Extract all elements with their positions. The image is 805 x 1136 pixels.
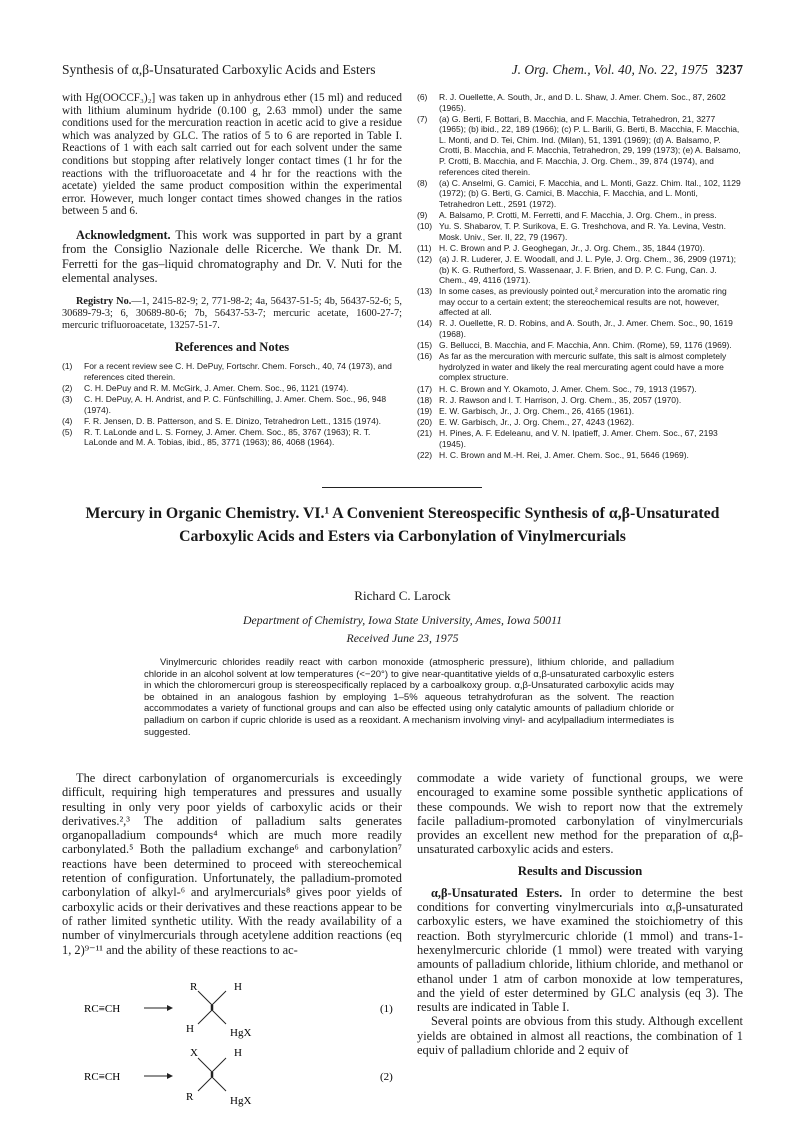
- reference-text: R. T. LaLonde and L. S. Forney, J. Amer. Chem. Soc., 85, 3767 (1963); R. T. LaLonde and M. A. Tobias, ibid., 85, 3771 (1963); 86, 4068 (1964).: [84, 426, 371, 448]
- reference-item: [417, 406, 743, 417]
- abstract: Vinylmercuric chlorides readily react with carbon monoxide (atmospheric pressure), lithium chloride, and palladium chloride in an alcohol solvent at low temperatures (<−20°) to give near-quantitative yields of α,β-unsaturated carboxylic esters in which the chloromercuri group is stereospecifically replaced by a carboalkoxy group. α,β-Unsaturated carboxylic acids may be obtained in an analogous fashion by employing 1–5% aqueous tetrahydrofuran as the solvent. The reaction accommodates a variety of functional groups and can also be effected using only catalytic amounts of palladium chloride or palladium on carbon if cupric chloride is used as a reoxidant. A mechanism involving vinyl- and acylpalladium intermediates is suggested.: [144, 657, 674, 738]
- registry-label: Registry No.: [76, 295, 132, 307]
- reference-number: (16): [417, 351, 433, 362]
- left-column-top: [62, 92, 402, 448]
- experimental-continuation: with Hg(OOCCF₃)₂] was taken up in anhydrous ether (15 ml) and reduced with lithium aluminum hydride (0.100 g, 2.63 mmol) under the same conditions used for the mercuration reaction in acetic acid to give a residue which was analyzed by GLC. The ratios of 5 to 6 are reported in Table I. Reactions of 1 with each salt carried out for each solvent under the same conditions but stopping after relatively longer contact times (1 hr for the reactions with the trifluoroacetate and 4 hr for the reactions with the acetate) yielded the same product composition within the experimental error. However, much longer contact times showed changes in the ratios between 5 and 6.: [62, 92, 402, 218]
- reference-number: (20): [417, 416, 433, 427]
- reference-number: (9): [417, 210, 428, 221]
- reference-number: (22): [417, 449, 433, 460]
- acknowledgment: [62, 228, 402, 286]
- reference-item: [417, 210, 743, 221]
- reference-number: (6): [417, 92, 428, 102]
- acknowledgment-text: This work was supported in part by a grant from the Consiglio Nazionale delle Ricerche. We thank Dr. M. Ferretti for the gas–liquid chromatography and Dr. V. Nuti for the elemental analyses.: [62, 227, 402, 286]
- references-list-left: [62, 361, 402, 448]
- equation-1: [84, 981, 393, 1039]
- reference-text: As far as the mercuration with mercuric sulfate, this salt is almost completely hydrolyzed in water and likely the real mercurating agent could have a more complex structure.: [439, 351, 727, 383]
- reference-item: [62, 416, 402, 427]
- eq1-sub-a: R: [190, 981, 198, 993]
- eq2-sub-a: X: [190, 1047, 198, 1059]
- reference-number: (19): [417, 405, 433, 416]
- reference-item: [417, 178, 743, 210]
- reference-number: (11): [417, 242, 432, 253]
- reference-text: H. C. Brown and M.-H. Rei, J. Amer. Chem. Soc., 91, 5646 (1969).: [439, 449, 689, 460]
- eq1-bond-c: [198, 1010, 212, 1024]
- reference-number: (4): [62, 415, 73, 426]
- reference-number: (14): [417, 318, 433, 329]
- reference-text: In some cases, as previously pointed out,² mercuration into the aromatic ring may occur to a certain extent; the stereochemical results are not, however, affected at all.: [439, 286, 727, 318]
- section-divider: [322, 487, 482, 488]
- reference-number: (2): [62, 382, 73, 393]
- running-header: [62, 62, 743, 82]
- reference-text: C. H. DePuy and R. M. McGirk, J. Amer. Chem. Soc., 96, 1121 (1974).: [84, 382, 349, 393]
- received-date: Received June 23, 1975: [346, 631, 459, 645]
- reference-item: [417, 92, 743, 113]
- reference-number: (21): [417, 427, 433, 438]
- reference-text: A. Balsamo, P. Crotti, M. Ferretti, and F. Macchia, J. Org. Chem., in press.: [439, 210, 717, 221]
- reference-number: (18): [417, 394, 433, 405]
- reference-item: [417, 286, 743, 318]
- intro-continuation: commodate a wide variety of functional groups, we were encouraged to examine some possible synthetic applications of these compounds. We wish to report now that the extremely facile palladium-promoted carbonylation of vinylmercurials provides an excellent new method for the preparation of α,β-unsaturated carboxylic acids and esters.: [417, 771, 743, 857]
- reference-item: [417, 384, 743, 395]
- reference-number: (17): [417, 383, 433, 394]
- reference-item: [417, 417, 743, 428]
- acknowledgment-label: Acknowledgment.: [76, 227, 171, 242]
- eq1-label: (1): [380, 1003, 393, 1015]
- eq1-arrow-head: [167, 1005, 173, 1011]
- reference-item: [417, 395, 743, 406]
- reference-text: (a) J. R. Luderer, J. E. Woodall, and J. L. Pyle, J. Org. Chem., 36, 2909 (1971); (b) K. G. Rutherford, S. Wassenaar, J. F. Brien, and D. P. C. Fung, Can. J. Chem., 49, 4116 (1971).: [439, 253, 737, 286]
- registry-text: —1, 2415-82-9; 2, 771-98-2; 4a, 56437-51-5; 4b, 56437-52-6; 5, 30689-79-3; 6, 30689-80-6; 7b, 56437-53-7; mercuric acetate, 1600-27-7; mercuric trifluoroacetate, 13257-51-7.: [62, 295, 403, 331]
- reference-text: (a) G. Berti, F. Bottari, B. Macchia, and F. Macchia, Tetrahedron, 21, 3277 (1965); (b) ibid., 22, 189 (1966); (c) P. L. Barili, G. Berti, B. Macchia, F. Macchia, L. Monti, and D. Tei, Chim. Ind. (Milan), 51, 1391 (1969); (d) A. Balsamo, P. Crotti, B. Macchia, and F. Macchia, Tetrahedron, 29, 199 (1973); (e) A. Balsamo, P. Crotti, B. Macchia, and F. Macchia, J. Org. Chem., 39, 874 (1974), and references cited therein.: [439, 113, 741, 177]
- reference-item: [62, 361, 402, 382]
- introduction-paragraph: The direct carbonylation of organomercurials is exceedingly difficult, requiring high temperatures and pressures and usually resulting in only very poor yields of carboxylic acids or their derivatives.²,³ The addition of palladium salts generates organopalladium compounds⁴ which are much more readily carbonylated.⁵ Both the palladium exchange⁶ and carbonylation⁷ reactions have been determined to proceed with stereochemical retention of configuration. Unfortunately, the palladium-promoted carbonylation of alkyl-⁶ and arylmercurials⁸ gives poor yields of carboxylic acids or their derivatives and these reactions appear to be of rather limited synthetic utility. With the ready availability of a number of vinylmercurials through acetylene addition reactions (eq 1, 2)⁹⁻¹¹ and the ability of these reactions to ac-: [62, 771, 402, 957]
- esters-label: α,β-Unsaturated Esters.: [431, 885, 563, 900]
- reference-text: R. J. Ouellette, R. D. Robins, and A. South, Jr., J. Amer. Chem. Soc., 90, 1619 (1968).: [439, 318, 733, 340]
- reference-item: [417, 254, 743, 286]
- eq2-bond-b: [212, 1058, 226, 1072]
- observations-paragraph: Several points are obvious from this study. Although excellent yields are obtained in almost all reactions, the combination of 1 equiv of palladium chloride and 2 equiv of: [417, 1014, 743, 1058]
- reference-text: H. C. Brown and P. J. Geoghegan, Jr., J. Org. Chem., 35, 1844 (1970).: [439, 242, 705, 253]
- reference-text: C. H. DePuy, A. H. Andrist, and P. C. Fünfschilling, J. Amer. Chem. Soc., 96, 948 (1974).: [84, 393, 387, 415]
- esters-paragraph: [417, 886, 743, 1015]
- reference-number: (15): [417, 340, 433, 351]
- reference-text: E. W. Garbisch, Jr., J. Org. Chem., 27, 4243 (1962).: [439, 416, 635, 427]
- author-affiliation: Department of Chemistry, Iowa State University, Ames, Iowa 50011: [242, 613, 563, 627]
- eq2-arrow-head: [167, 1073, 173, 1079]
- eq2-label: (2): [380, 1071, 393, 1083]
- article-title: Mercury in Organic Chemistry. VI.¹ A Convenient Stereospecific Synthesis of α,β-Unsaturated Carboxylic Acids and Esters via Carbonylation of Vinylmercurials: [85, 505, 720, 545]
- reference-text: R. J. Rawson and I. T. Harrison, J. Org. Chem., 35, 2057 (1970).: [439, 394, 682, 405]
- reference-text: F. R. Jensen, D. B. Patterson, and S. E. Dinizo, Tetrahedron Lett., 1315 (1974).: [84, 415, 382, 426]
- reference-item: [417, 114, 743, 178]
- reference-text: For a recent review see C. H. DePuy, Fortschr. Chem. Forsch., 40, 74 (1973), and references cited therein.: [84, 361, 392, 382]
- reaction-scheme: [62, 970, 402, 1120]
- equation-2: [84, 1047, 393, 1107]
- reference-text: H. C. Brown and Y. Okamoto, J. Amer. Chem. Soc., 79, 1913 (1957).: [439, 383, 697, 394]
- reference-text: G. Bellucci, B. Macchia, and F. Macchia, Ann. Chim. (Rome), 59, 1176 (1969).: [439, 340, 732, 351]
- reference-item: [62, 427, 402, 448]
- reference-text: (a) C. Anselmi, G. Camici, F. Macchia, and L. Monti, Gazz. Chim. Ital., 102, 1129 (1972); (b) G. Berti, G. Camici, B. Macchia, F. Macchia, and L. Monti, Tetrahedron Lett., 2591 (1972).: [439, 177, 741, 209]
- reference-number: (5): [62, 426, 73, 437]
- reference-text: Yu. S. Shabarov, T. P. Surikova, E. G. Treshchova, and R. Ya. Levina, Vestn. Mosk. Univ., Ser. II, 22, 79 (1967).: [439, 221, 726, 242]
- eq1-bond-b: [212, 991, 226, 1005]
- article-author: Richard C. Larock: [354, 588, 451, 603]
- eq1-sub-d: HgX: [230, 1027, 252, 1039]
- references-list-right: [417, 92, 743, 460]
- eq1-sub-b: H: [234, 981, 242, 993]
- reference-number: (7): [417, 113, 428, 124]
- reference-text: H. Pines, A. F. Edeleanu, and V. N. Ipatieff, J. Amer. Chem. Soc., 67, 2193 (1945).: [439, 427, 718, 449]
- eq2-bond-c: [198, 1077, 212, 1091]
- reference-item: [417, 243, 743, 254]
- reference-number: (3): [62, 393, 73, 404]
- reference-item: [417, 428, 743, 449]
- eq1-sub-c: H: [186, 1023, 194, 1035]
- eq1-reactant: RC≡CH: [84, 1003, 121, 1015]
- eq2-sub-d: HgX: [230, 1095, 252, 1107]
- reference-item: [417, 351, 743, 383]
- registry-numbers: [62, 296, 402, 333]
- eq2-reactant: RC≡CH: [84, 1071, 121, 1083]
- reference-number: (1): [62, 361, 73, 372]
- right-column-bottom: [417, 771, 743, 1057]
- eq1-bond-a: [198, 991, 212, 1005]
- eq2-sub-c: R: [186, 1091, 194, 1103]
- journal-citation: [512, 62, 743, 78]
- reference-item: [62, 394, 402, 415]
- reference-item: [417, 221, 743, 242]
- eq2-sub-b: H: [234, 1047, 242, 1059]
- reference-number: (13): [417, 286, 433, 297]
- running-title: Synthesis of α,β-Unsaturated Carboxylic Acids and Esters: [62, 62, 376, 77]
- eq2-bond-a: [198, 1058, 212, 1072]
- eq2-bond-d: [212, 1077, 226, 1091]
- page-number: 3237: [716, 62, 743, 77]
- journal-name: J. Org. Chem., Vol. 40, No. 22, 1975: [511, 62, 708, 77]
- references-heading: References and Notes: [174, 340, 290, 355]
- reference-text: R. J. Ouellette, A. South, Jr., and D. L. Shaw, J. Amer. Chem. Soc., 87, 2602 (1965).: [439, 92, 726, 113]
- reference-item: [417, 318, 743, 339]
- reference-number: (12): [417, 253, 433, 264]
- eq1-bond-d: [212, 1010, 226, 1024]
- reference-number: (10): [417, 221, 433, 232]
- reference-number: (8): [417, 177, 428, 188]
- reference-text: E. W. Garbisch, Jr., J. Org. Chem., 26, 4165 (1961).: [439, 405, 635, 416]
- reference-item: [417, 340, 743, 351]
- results-heading: Results and Discussion: [517, 863, 643, 878]
- reference-item: [417, 450, 743, 461]
- reference-item: [62, 383, 402, 394]
- esters-text: In order to determine the best conditions for converting vinylmercurials into α,β-unsaturated carboxylic esters, we have examined the stoichiometry of this reaction. Both styrylmercuric chloride (1 mmol) and trans-1-hexenylmercuric chloride (1 mmol) were treated with varying amounts of palladium chloride, lithium chloride, and methanol or ethanol under 1 atm of carbon monoxide at low temperatures, and the yield of ester determined by GLC analysis (eq 3). The results are indicated in Table I.: [417, 885, 744, 1015]
- right-column-top: [417, 92, 743, 461]
